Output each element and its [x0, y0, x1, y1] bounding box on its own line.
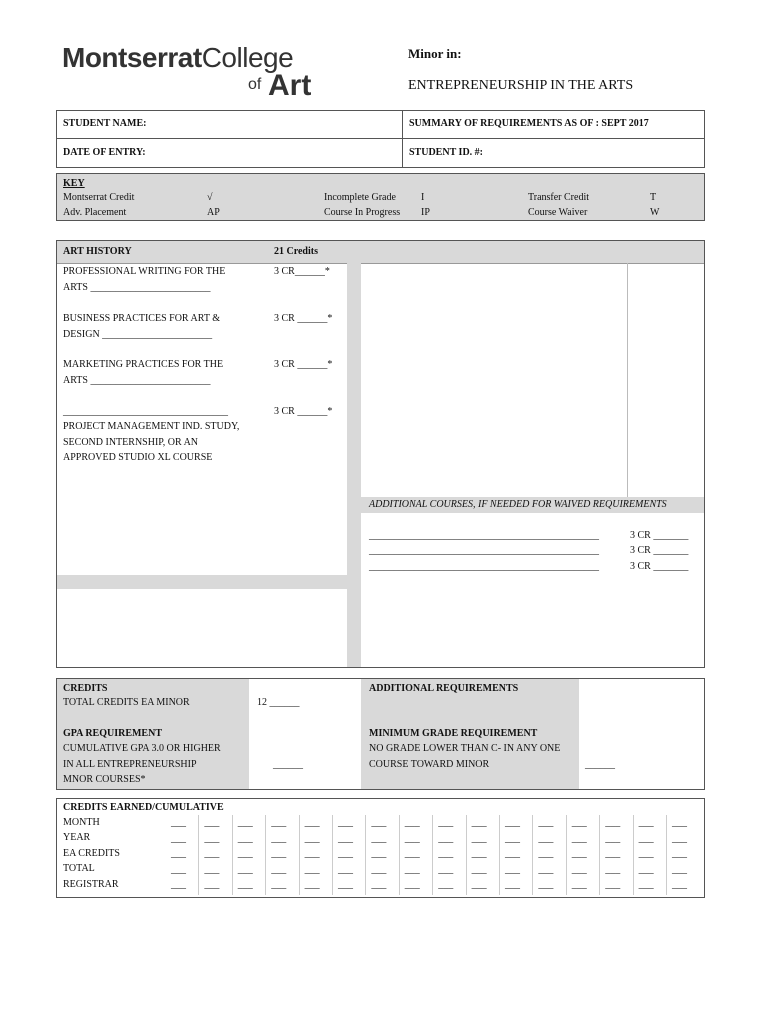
- date-of-entry-label: DATE OF ENTRY:: [63, 147, 146, 158]
- course-2-line2: DESIGN ______________________: [63, 329, 213, 340]
- course-2-credit: 3 CR ______*: [274, 313, 333, 324]
- earned-cell-blank: ___: [438, 879, 454, 891]
- earned-cell-blank: ___: [672, 817, 687, 828]
- earned-cell-blank: ___: [338, 832, 353, 844]
- min-grade-line1: NO GRADE LOWER THAN C- IN ANY ONE: [369, 743, 561, 754]
- course-4-line4: APPROVED STUDIO XL COURSE: [63, 452, 213, 463]
- earned-cell-blank: ___: [571, 863, 587, 875]
- earned-cell-blank: ___: [371, 817, 387, 828]
- earned-column-divider: [299, 815, 300, 895]
- earned-cell-blank: ___: [538, 879, 554, 891]
- earned-cell-blank: ___: [371, 832, 387, 844]
- earned-cell-blank: ___: [538, 817, 554, 828]
- earned-cell-blank: ___: [171, 879, 186, 891]
- earned-grid: [171, 815, 701, 895]
- total-credits-value: 12 ______: [257, 697, 300, 708]
- earned-cell-blank: ___: [204, 863, 220, 875]
- earned-cell-blank: ___: [672, 832, 687, 844]
- earned-column-divider: [399, 815, 400, 895]
- earned-cell-blank: ___: [571, 817, 587, 828]
- earned-row-month: MONTH: [63, 817, 100, 828]
- earned-cell-blank: ___: [505, 832, 520, 844]
- earned-cell-blank: ___: [237, 863, 253, 875]
- key-box: [56, 173, 705, 221]
- earned-cell-blank: ___: [505, 848, 520, 860]
- gpa-line2: IN ALL ENTREPRENEURSHIP: [63, 759, 197, 770]
- earned-cell-blank: ___: [171, 817, 186, 828]
- additional-line-3: ______________________________________________: [369, 561, 599, 572]
- earned-cell-blank: ___: [271, 879, 287, 891]
- earned-cell-blank: ___: [338, 879, 353, 891]
- earned-row-year: YEAR: [63, 832, 91, 843]
- summary-label: SUMMARY OF REQUIREMENTS AS OF : SEPT 2017: [409, 118, 649, 129]
- key-montserrat-credit: Montserrat Credit: [63, 192, 135, 203]
- earned-cell-blank: ___: [338, 863, 353, 875]
- earned-cell-blank: ___: [638, 863, 654, 875]
- earned-cell-blank: ___: [304, 879, 320, 891]
- key-course-in-progress: Course In Progress: [324, 207, 401, 218]
- key-i: I: [421, 192, 425, 203]
- earned-cell-blank: ___: [271, 832, 287, 844]
- earned-cell-blank: ___: [638, 848, 654, 860]
- min-grade-blank: ______: [585, 759, 615, 770]
- key-incomplete-grade: Incomplete Grade: [324, 192, 396, 203]
- logo-montserrat: Montserrat: [62, 42, 202, 73]
- earned-cell-blank: ___: [471, 832, 487, 844]
- earned-cell-blank: ___: [538, 863, 554, 875]
- additional-courses-bar: [361, 497, 704, 513]
- art-history-credits: 21 Credits: [274, 246, 318, 257]
- art-history-title: ART HISTORY: [63, 246, 132, 257]
- earned-cell-blank: ___: [471, 879, 487, 891]
- earned-cell-blank: ___: [438, 863, 454, 875]
- earned-column-divider: [432, 815, 433, 895]
- earned-cell-blank: ___: [505, 817, 520, 828]
- earned-column-divider: [666, 815, 667, 895]
- course-4-line3: SECOND INTERNSHIP, OR AN: [63, 437, 199, 448]
- earned-cell-blank: ___: [538, 848, 554, 860]
- course-3-line1: MARKETING PRACTICES FOR THE: [63, 359, 224, 370]
- earned-cell-blank: ___: [505, 863, 520, 875]
- earned-column-divider: [232, 815, 233, 895]
- earned-cell-blank: ___: [338, 848, 353, 860]
- earned-cell-blank: ___: [404, 817, 420, 828]
- earned-title: CREDITS EARNED/CUMULATIVE: [63, 802, 224, 813]
- student-id-label: STUDENT ID. #:: [409, 147, 483, 158]
- key-t: T: [650, 192, 657, 203]
- earned-cell-blank: ___: [571, 879, 587, 891]
- earned-column-divider: [332, 815, 333, 895]
- earned-cell-blank: ___: [237, 817, 253, 828]
- earned-cell-blank: ___: [471, 817, 487, 828]
- art-history-section: [56, 240, 705, 668]
- earned-cell-blank: ___: [571, 832, 587, 844]
- student-name-label: STUDENT NAME:: [63, 118, 147, 129]
- additional-requirements-title: ADDITIONAL REQUIREMENTS: [369, 683, 519, 694]
- earned-cell-blank: ___: [605, 817, 621, 828]
- earned-cell-blank: ___: [204, 817, 220, 828]
- earned-cell-blank: ___: [204, 848, 220, 860]
- additional-line-1: ______________________________________________: [369, 530, 599, 541]
- earned-row-registrar: REGISTRAR: [63, 879, 119, 890]
- earned-cell-blank: ___: [672, 879, 687, 891]
- college-logo: [62, 42, 322, 104]
- earned-cell-blank: ___: [404, 848, 420, 860]
- course-4-line2: PROJECT MANAGEMENT IND. STUDY,: [63, 421, 240, 432]
- additional-line-3-credit: 3 CR _______: [630, 561, 689, 572]
- key-adv-placement: Adv. Placement: [63, 207, 127, 218]
- gpa-line1: CUMULATIVE GPA 3.0 OR HIGHER: [63, 743, 221, 754]
- course-3-credit: 3 CR ______*: [274, 359, 333, 370]
- earned-cell-blank: ___: [438, 848, 454, 860]
- key-ap: AP: [207, 207, 220, 218]
- earned-column-divider: [466, 815, 467, 895]
- earned-cell-blank: ___: [404, 863, 420, 875]
- earned-cell-blank: ___: [304, 817, 320, 828]
- earned-cell-blank: ___: [638, 817, 654, 828]
- earned-cell-blank: ___: [438, 817, 454, 828]
- earned-cell-blank: ___: [371, 879, 387, 891]
- earned-row-ea-credits: EA CREDITS: [63, 848, 120, 859]
- logo-college: College: [201, 42, 294, 73]
- gpa-title: GPA REQUIREMENT: [63, 728, 162, 739]
- earned-column-divider: [532, 815, 533, 895]
- earned-column-divider: [599, 815, 600, 895]
- earned-cell-blank: ___: [505, 879, 520, 891]
- earned-cell-blank: ___: [672, 848, 687, 860]
- earned-cell-blank: ___: [304, 863, 320, 875]
- earned-cell-blank: ___: [171, 832, 186, 844]
- earned-cell-blank: ___: [605, 832, 621, 844]
- earned-row-total: TOTAL: [63, 863, 95, 874]
- earned-cell-blank: ___: [571, 848, 587, 860]
- earned-cell-blank: ___: [404, 832, 420, 844]
- course-3-line2: ARTS ________________________: [63, 375, 211, 386]
- earned-column-divider: [198, 815, 199, 895]
- earned-column-divider: [265, 815, 266, 895]
- earned-cell-blank: ___: [204, 832, 220, 844]
- earned-cell-blank: ___: [171, 863, 186, 875]
- earned-cell-blank: ___: [638, 879, 654, 891]
- minor-in-label: Minor in:: [408, 46, 462, 61]
- key-ip: IP: [421, 207, 430, 218]
- additional-courses-title: ADDITIONAL COURSES, IF NEEDED FOR WAIVED REQUIREMENTS: [369, 499, 667, 510]
- earned-cell-blank: ___: [638, 832, 654, 844]
- credits-title: CREDITS: [63, 683, 108, 694]
- earned-cell-blank: ___: [538, 832, 554, 844]
- earned-cell-blank: ___: [237, 879, 253, 891]
- earned-cell-blank: ___: [204, 879, 220, 891]
- key-transfer-credit: Transfer Credit: [528, 192, 590, 203]
- student-info-box: [56, 110, 705, 168]
- earned-column-divider: [499, 815, 500, 895]
- earned-cell-blank: ___: [471, 863, 487, 875]
- key-w: W: [650, 207, 660, 218]
- gpa-line3: MNOR COURSES*: [63, 774, 146, 785]
- earned-cell-blank: ___: [304, 832, 320, 844]
- course-1-line2: ARTS ________________________: [63, 282, 211, 293]
- earned-cell-blank: ___: [605, 879, 621, 891]
- min-grade-title: MINIMUM GRADE REQUIREMENT: [369, 728, 538, 739]
- course-1-line1: PROFESSIONAL WRITING FOR THE: [63, 266, 226, 277]
- earned-cell-blank: ___: [237, 848, 253, 860]
- earned-cell-blank: ___: [404, 879, 420, 891]
- course-1-credit: 3 CR______*: [274, 266, 330, 277]
- min-grade-line2: COURSE TOWARD MINOR: [369, 759, 490, 770]
- program-title: ENTREPRENEURSHIP IN THE ARTS: [408, 78, 634, 93]
- course-4-credit: 3 CR ______*: [274, 406, 333, 417]
- total-credits-label: TOTAL CREDITS EA MINOR: [63, 697, 190, 708]
- earned-cell-blank: ___: [304, 848, 320, 860]
- key-course-waiver: Course Waiver: [528, 207, 588, 218]
- key-title: KEY: [63, 178, 85, 189]
- earned-cell-blank: ___: [438, 832, 454, 844]
- additional-line-1-credit: 3 CR _______: [630, 530, 689, 541]
- earned-cell-blank: ___: [605, 848, 621, 860]
- additional-line-2-credit: 3 CR _______: [630, 545, 689, 556]
- earned-cell-blank: ___: [271, 848, 287, 860]
- earned-cell-blank: ___: [171, 848, 186, 860]
- earned-column-divider: [633, 815, 634, 895]
- credits-requirements-box: [56, 678, 705, 790]
- earned-cell-blank: ___: [371, 863, 387, 875]
- earned-cell-blank: ___: [371, 848, 387, 860]
- earned-cell-blank: ___: [672, 863, 687, 875]
- earned-cell-blank: ___: [605, 863, 621, 875]
- earned-cell-blank: ___: [271, 863, 287, 875]
- course-4-line1: _________________________________: [63, 406, 228, 417]
- earned-column-divider: [566, 815, 567, 895]
- earned-column-divider: [365, 815, 366, 895]
- course-2-line1: BUSINESS PRACTICES FOR ART &: [63, 313, 221, 324]
- earned-cell-blank: ___: [471, 848, 487, 860]
- key-check-symbol: √: [207, 192, 213, 203]
- logo-art: Art: [268, 69, 312, 102]
- additional-line-2: ______________________________________________: [369, 545, 599, 556]
- credits-earned-box: [56, 798, 705, 898]
- gpa-blank: ______: [273, 759, 303, 770]
- logo-of: of: [248, 76, 262, 93]
- earned-cell-blank: ___: [271, 817, 287, 828]
- earned-cell-blank: ___: [338, 817, 353, 828]
- earned-cell-blank: ___: [237, 832, 253, 844]
